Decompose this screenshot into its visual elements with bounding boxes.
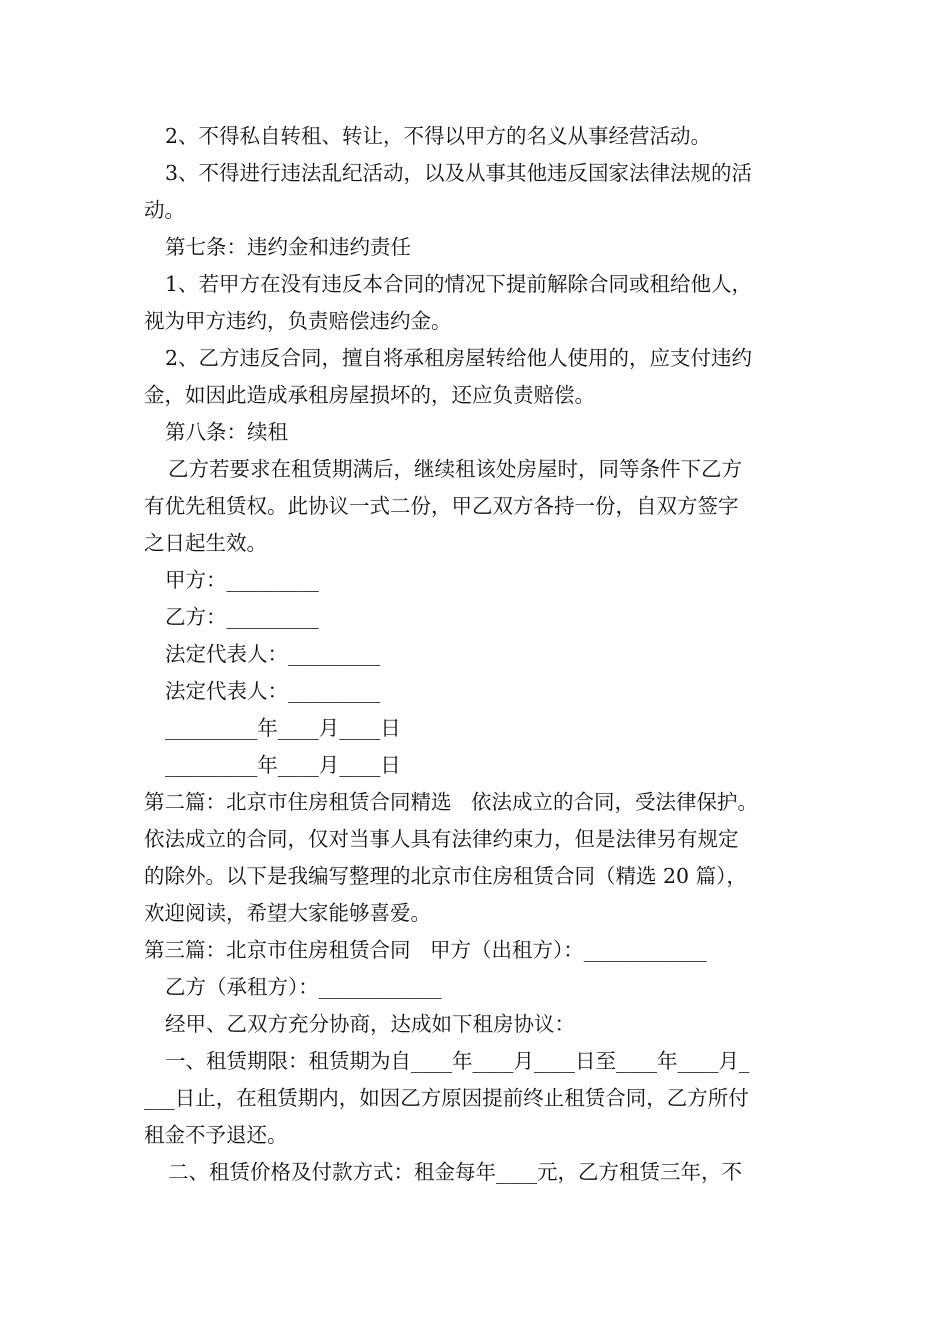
section-heading: 第八条：续租 [165,420,288,444]
text-line: 乙方若要求在租赁期满后，继续租该处房屋时，同等条件下乙方 [168,457,742,481]
text-line: ___日止，在租赁期内，如因乙方原因提前终止租赁合同，乙方所付 [144,1086,749,1110]
text-line: 一、租赁期限：租赁期为自____年____月____日至____年____月_ [165,1049,750,1073]
text-line: 有优先租赁权。此协议一式二份，甲乙双方各持一份，自双方签字 [144,494,739,518]
date-field: _________年____月____日 [165,716,401,740]
date-field: _________年____月____日 [165,753,401,777]
text-line: 乙方（承租方）：____________ [165,975,442,999]
section-heading: 第三篇：北京市住房租赁合同 甲方（出租方）：____________ [144,938,707,962]
text-line: 租金不予退还。 [144,1123,288,1147]
signature-field-party-a: 甲方：_________ [165,568,319,592]
text-line: 视为甲方违约，负责赔偿违约金。 [144,309,452,333]
text-line: 二、租赁价格及付款方式：租金每年____元，乙方租赁三年，不 [168,1160,742,1184]
text-line: 欢迎阅读，希望大家能够喜爱。 [144,901,431,925]
legal-representative-field: 法定代表人：_________ [165,679,381,703]
text-line: 经甲、乙双方充分协商，达成如下租房协议： [165,1012,575,1036]
text-line: 2、不得私自转租、转让，不得以甲方的名义从事经营活动。 [165,124,712,148]
text-line: 2、乙方违反合同，擅自将承租房屋转给他人使用的，应支付违约 [165,346,753,370]
section-heading: 第七条：违约金和违约责任 [165,235,411,259]
signature-field-party-b: 乙方：_________ [165,605,319,629]
section-heading: 第二篇：北京市住房租赁合同精选 依法成立的合同，受法律保护。 [144,790,759,814]
text-line: 1、若甲方在没有违反本合同的情况下提前解除合同或租给他人， [165,272,753,296]
text-line: 金，如因此造成承租房屋损坏的，还应负责赔偿。 [144,383,595,407]
document-body [144,118,824,1191]
legal-representative-field: 法定代表人：_________ [165,642,381,666]
text-line: 动。 [144,198,185,222]
text-line: 的除外。以下是我编写整理的北京市住房租赁合同（精选 20 篇）， [144,864,747,888]
text-line: 之日起生效。 [144,531,267,555]
text-line: 3、不得进行违法乱纪活动，以及从事其他违反国家法律法规的活 [165,161,753,185]
text-line: 依法成立的合同，仅对当事人具有法律约束力，但是法律另有规定 [144,827,739,851]
